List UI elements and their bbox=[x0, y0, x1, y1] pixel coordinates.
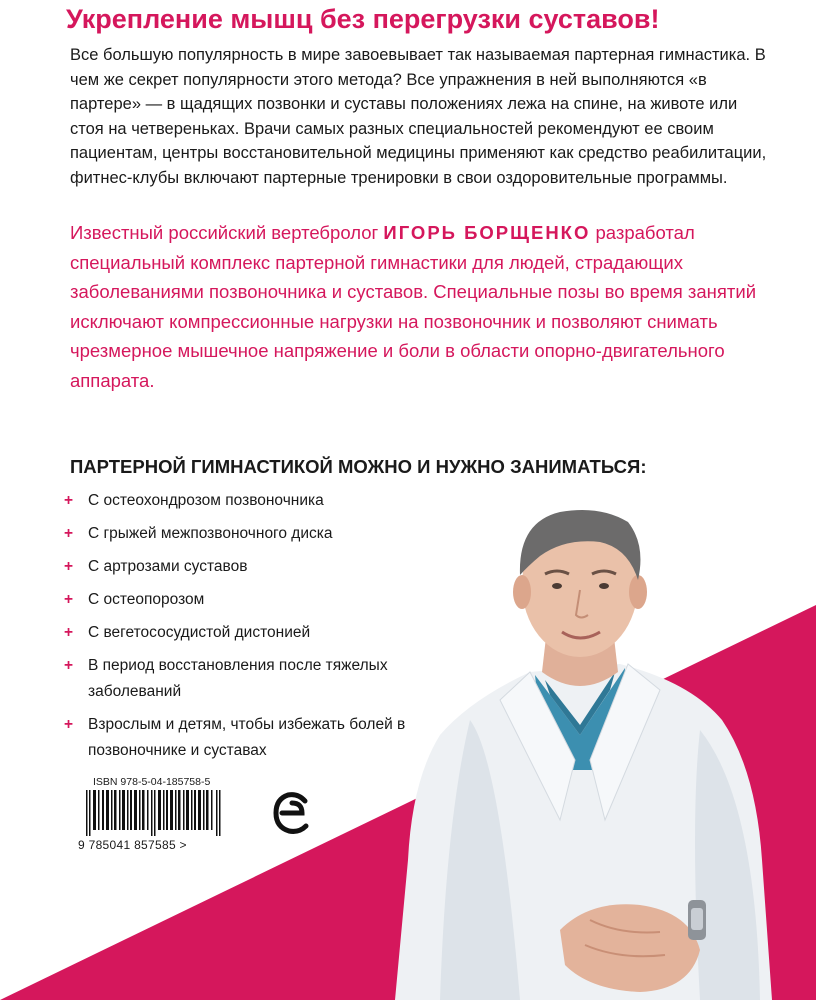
publisher-logo-icon bbox=[272, 791, 310, 835]
plus-bullet-icon: + bbox=[64, 492, 74, 509]
list-item: + В период восстановления после тяжелых заболеваний bbox=[64, 653, 424, 705]
list-item: + С остеохондрозом позвоночника bbox=[64, 488, 424, 514]
author-intro: Известный российский вертебролог bbox=[70, 222, 384, 243]
list-heading: ПАРТЕРНОЙ ГИМНАСТИКОЙ МОЖНО И НУЖНО ЗАНИМАТЬСЯ: bbox=[70, 456, 647, 477]
barcode-block bbox=[78, 776, 228, 858]
author-description: разработал специальный комплекс партерной гимнастики для людей, страдающих заболеваниями позвоночника и суставов. Специальные позы во время занятий исключают компрессионные нагрузки на позвоночник и позволяют снимать чрезмерное мышечное напряжение и боли в области опорно-двигательного аппарата. bbox=[70, 222, 757, 391]
list-item: + Взрослым и детям, чтобы избежать болей в позвоночнике и суставах bbox=[64, 712, 424, 764]
list-item: + С остеопорозом bbox=[64, 587, 424, 613]
author-name: ИГОРЬ БОРЩЕНКО bbox=[383, 222, 591, 243]
list-item: + С вегетососудистой дистонией bbox=[64, 620, 424, 646]
barcode-image bbox=[86, 790, 222, 836]
barcode-digits: 9 785041 857585 > bbox=[78, 838, 187, 852]
page-title: Укрепление мышц без перегрузки суставов! bbox=[66, 4, 660, 34]
plus-bullet-icon: + bbox=[64, 591, 74, 608]
list-item: + С артрозами суставов bbox=[64, 554, 424, 580]
plus-bullet-icon: + bbox=[64, 716, 74, 733]
plus-bullet-icon: + bbox=[64, 657, 74, 674]
plus-bullet-icon: + bbox=[64, 624, 74, 641]
list-item: + С грыжей межпозвоночного диска bbox=[64, 521, 424, 547]
plus-bullet-icon: + bbox=[64, 558, 74, 575]
isbn-label: ISBN 978-5-04-185758-5 bbox=[93, 776, 211, 788]
intro-paragraph: Все большую популярность в мире завоевывает так называемая партерная гимнастика. В чем же секрет популярности этого метода? Все упражнения в ней выполняются «в партере» — в щадящих позвонки и суставы положениях лежа на спине, на животе или стоя на четвереньках. Врачи самых разных специальностей рекомендуют ее своим пациентам, центры восстановительной медицины применяют как средство реабилитации, фитнес-клубы включают партерные тренировки в свои оздоровительные программы. bbox=[70, 46, 767, 187]
plus-bullet-icon: + bbox=[64, 525, 74, 542]
